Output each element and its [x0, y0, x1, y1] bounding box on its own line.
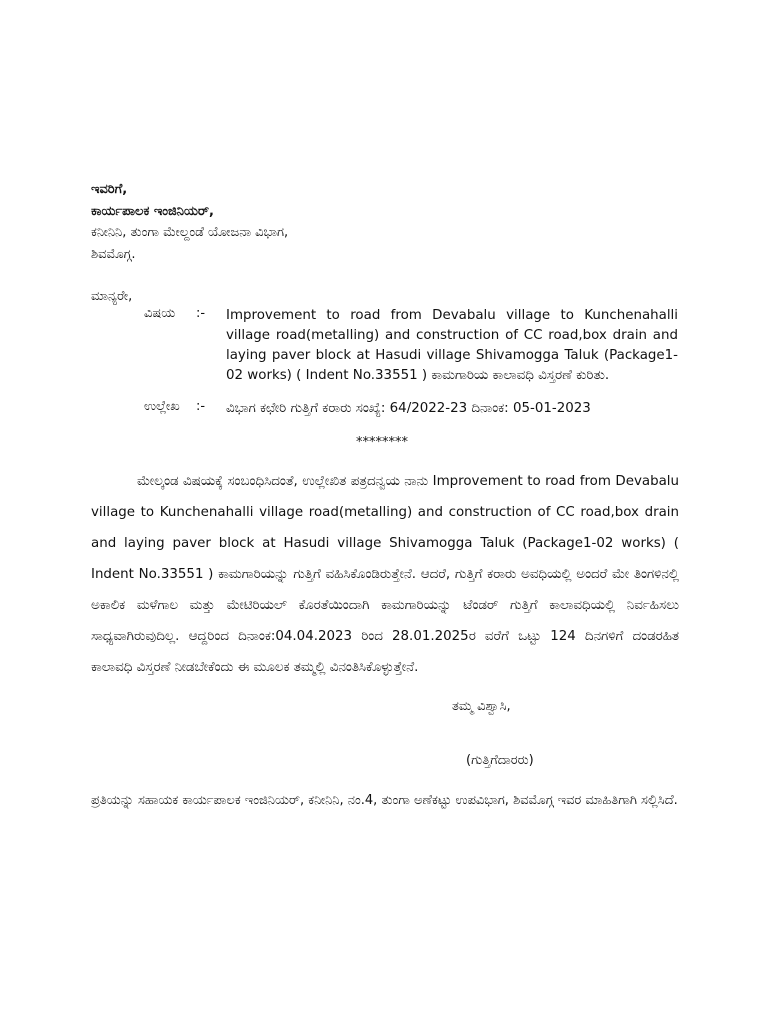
address-city: ಶಿವಮೊಗ್ಗ.	[91, 247, 136, 262]
salutation: ಮಾನ್ಯರೇ,	[91, 289, 133, 304]
signatory: (ಗುತ್ತಿಗೆದಾರರು)	[466, 753, 534, 768]
separator: ********	[356, 435, 408, 450]
body-text: ಮೇಲ್ಕಂಡ ವಿಷಯಕ್ಕೆ ಸಂಬಂಧಿಸಿದಂತೆ, ಉಲ್ಲೇಖಿತ ಪತ್ರದನ್ವಯ ನಾನು Improvement to road from Devabalu village to Kunchenahalli village road(metalling) and construction of CC road,box drain and laying paver block at Hasudi village Shivamogga Taluk (Package1-02 works) ( Indent No.33551 ) ಕಾಮಗಾರಿಯನ್ನು ಗುತ್ತಿಗೆ ವಹಿಸಿಕೊಂಡಿರುತ್ತೇನೆ. ಆದರೆ, ಗುತ್ತಿಗೆ ಕರಾರು ಅವಧಿಯಲ್ಲಿ ಅಂದರೆ ಮೇ ತಿಂಗಳಿನಲ್ಲಿ ಅಕಾಲಿಕ ಮಳೆಗಾಲ ಮತ್ತು ಮೇಟಿರಿಯಲ್ ಕೊರತೆಯಿಂದಾಗಿ ಕಾಮಗಾರಿಯನ್ನು ಟೆಂಡರ್ ಗುತ್ತಿಗೆ ಕಾಲಾವಧಿಯಲ್ಲಿ ನಿರ್ವಹಿಸಲು ಸಾಧ್ಯವಾಗಿರುವುದಿಲ್ಲ. ಆದ್ದರಿಂದ ದಿನಾಂಕ:04.04.2023 ರಿಂದ 28.01.2025ರ ವರೆಗೆ ಒಟ್ಟು 124 ದಿನಗಳಿಗೆ ದಂಡರಹಿತ ಕಾಲಾವಧಿ ವಿಸ್ತರಣೆ ನೀಡಬೇಕೆಂದು ಈ ಮೂಲಕ ತಮ್ಮಲ್ಲಿ ವಿನಂತಿಸಿಕೊಳ್ಳುತ್ತೇನೆ.	[91, 474, 679, 675]
reference-colon: :-	[196, 399, 206, 414]
address-designation: ಕಾರ್ಯಪಾಲಕ ಇಂಜಿನಿಯರ್,	[91, 204, 214, 219]
subject-colon: :-	[196, 306, 206, 321]
reference-text: ವಿಭಾಗ ಕಛೇರಿ ಗುತ್ತಿಗೆ ಕರಾರು ಸಂಖ್ಯೆ: 64/2022-23 ದಿನಾಂಕ: 05-01-2023	[226, 401, 591, 416]
copy-to: ಪ್ರತಿಯನ್ನು ಸಹಾಯಕ ಕಾರ್ಯಪಾಲಕ ಇಂಜಿನಿಯರ್, ಕನೀನಿನಿ, ನಂ.4, ತುಂಗಾ ಅಣೆಕಟ್ಟು ಉಪವಿಭಾಗ, ಶಿವಮೊಗ್ಗ ಇವರ ಮಾಹಿತಿಗಾಗಿ ಸಲ್ಲಿಸಿದೆ.	[91, 793, 678, 808]
reference-label: ಉಲ್ಲೇಖ	[144, 399, 180, 414]
subject-text: Improvement to road from Devabalu village to Kunchenahalli village road(metalling) and construction of CC road,box drain and laying paver block at Hasudi village Shivamogga Taluk (Package1-02 works) ( Indent No.33551 ) ಕಾಮಗಾರಿಯ ಕಾಲಾವಧಿ ವಿಸ್ತರಣೆ ಕುರಿತು.	[226, 308, 678, 383]
closing: ತಮ್ಮ ವಿಶ್ವಾಸಿ,	[452, 699, 511, 714]
body-paragraph	[91, 466, 679, 683]
subject-label: ವಿಷಯ	[144, 306, 176, 321]
address-to: ಇವರಿಗೆ,	[91, 182, 128, 197]
address-office: ಕನೀನಿನಿ, ತುಂಗಾ ಮೇಲ್ದಂಡೆ ಯೋಜನಾ ವಿಭಾಗ,	[91, 225, 289, 240]
